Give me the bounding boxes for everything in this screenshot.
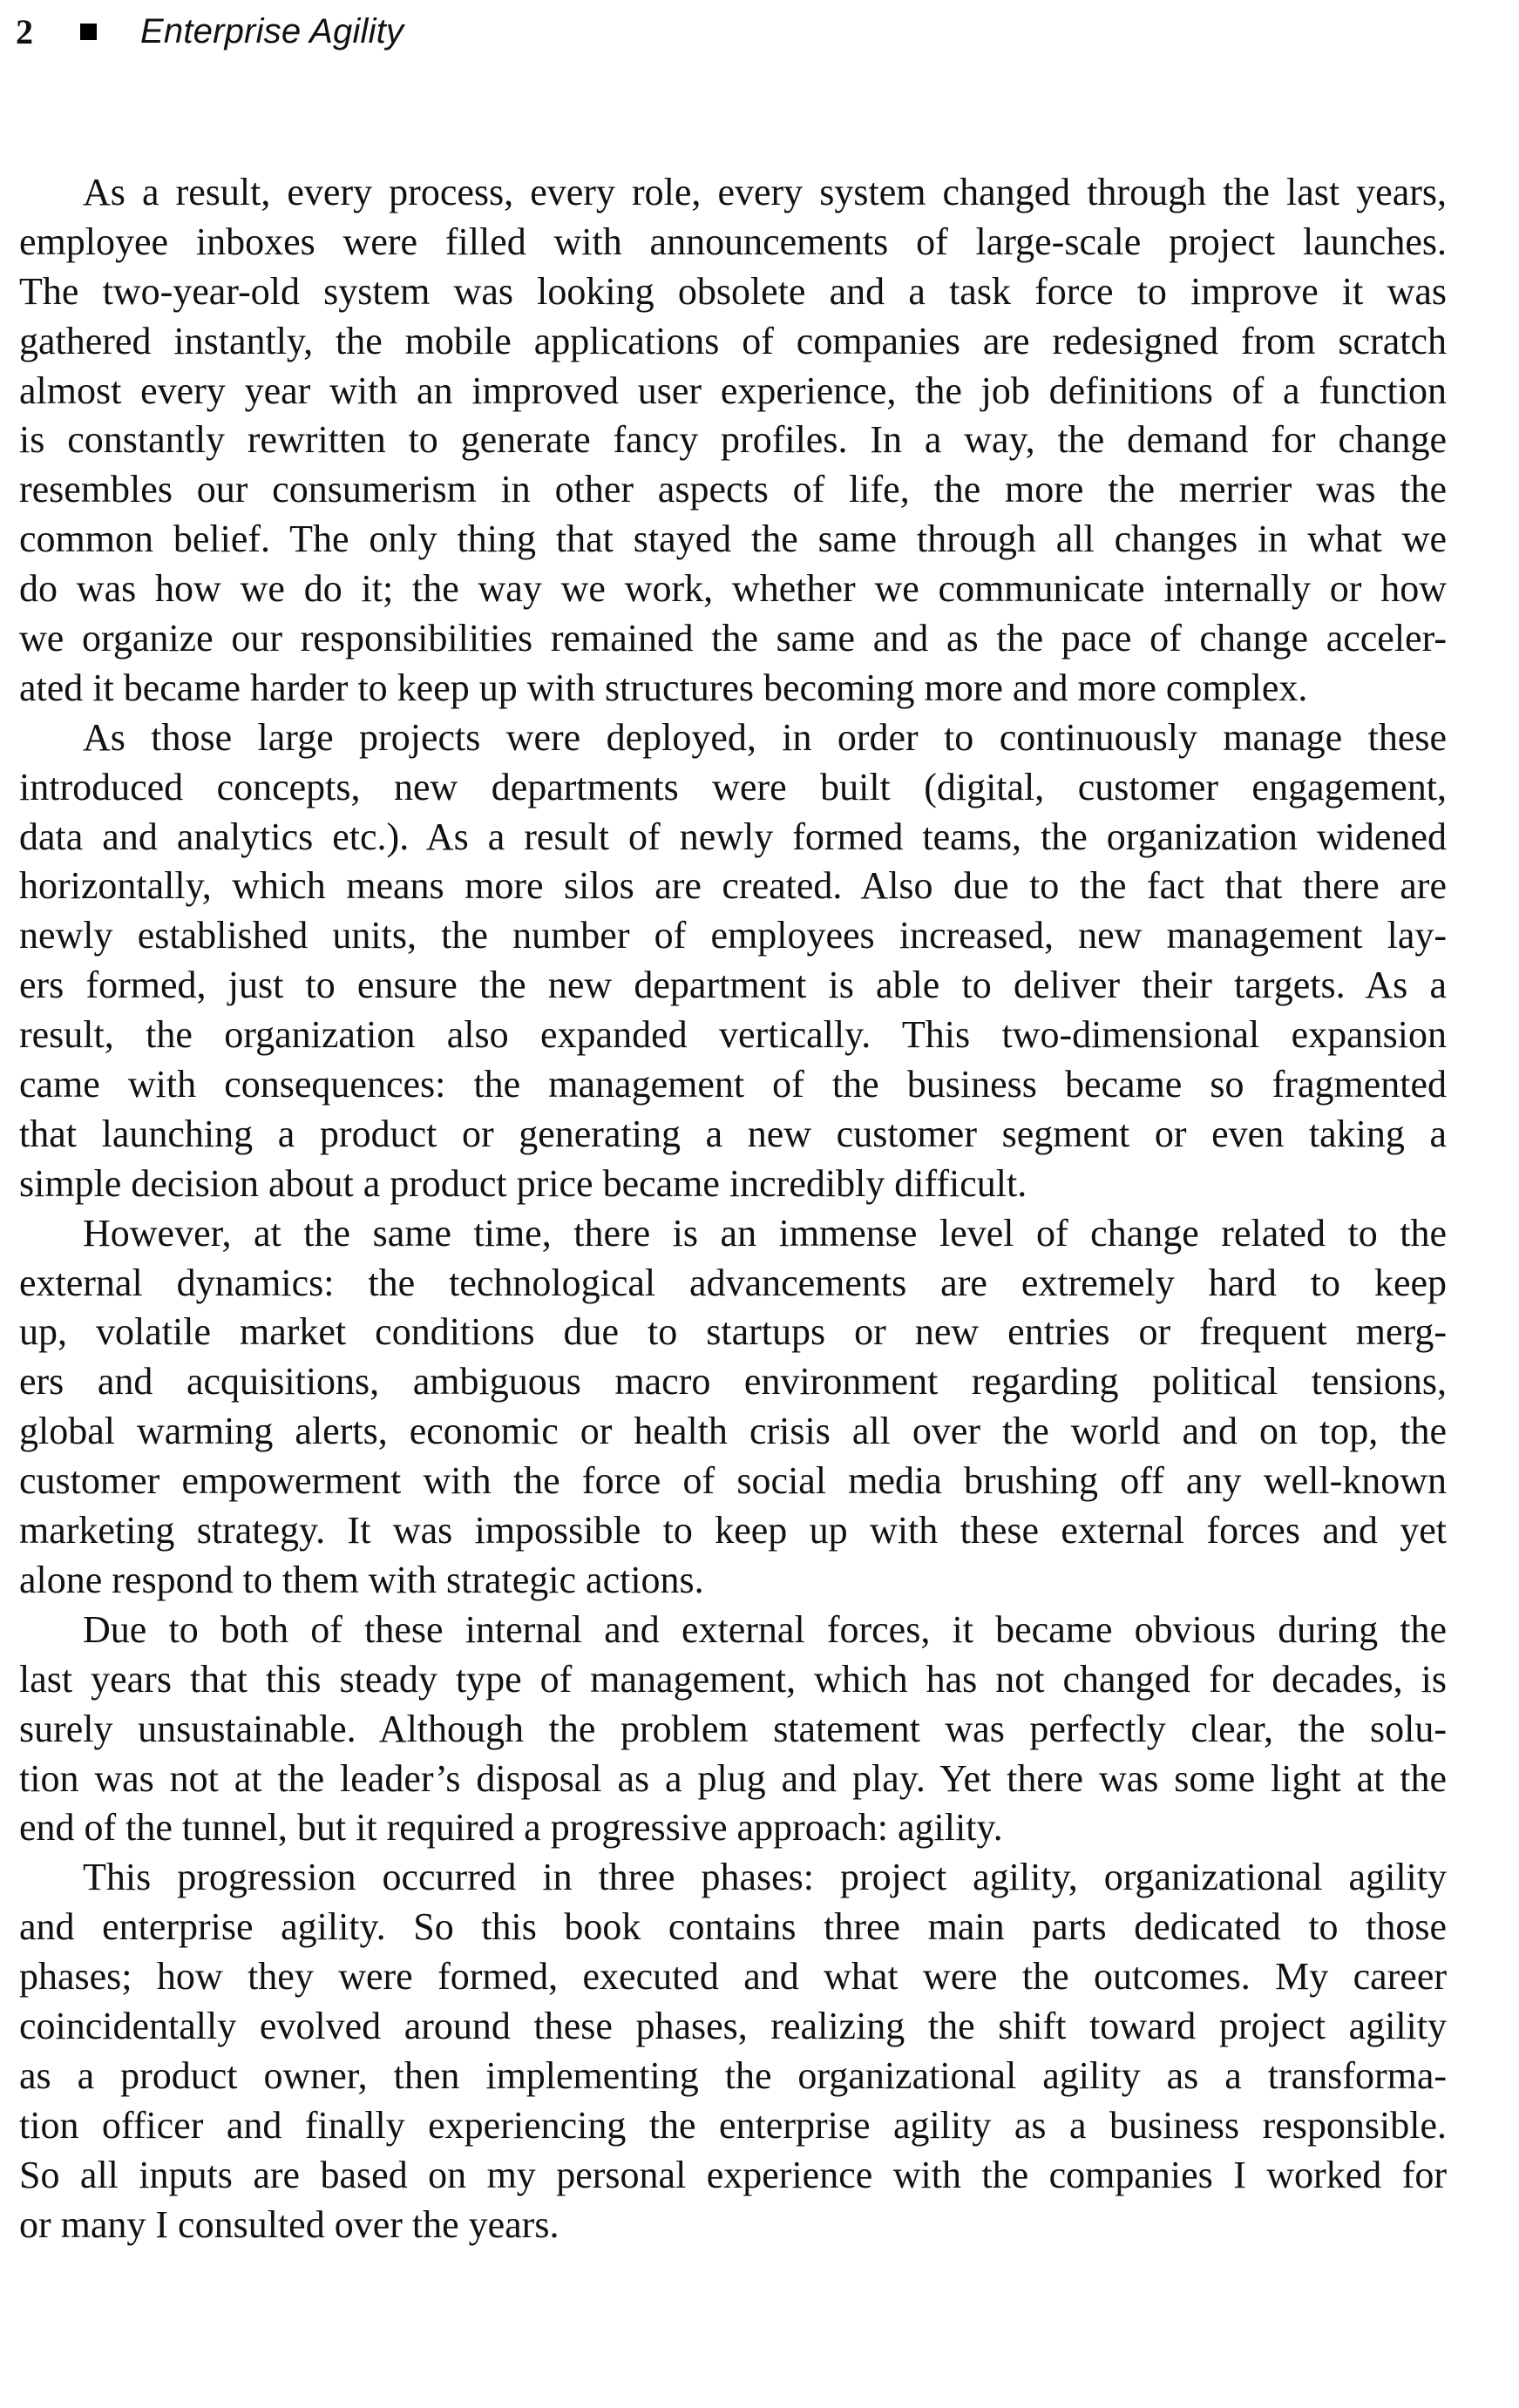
text-line: common belief. The only thing that stayed the same through all changes in what we [19, 517, 1447, 561]
text-line: tion was not at the leader’s disposal as a plug and play. Yet there was some light at the [19, 1756, 1447, 1800]
running-header [16, 5, 403, 57]
text-line: ers and acquisitions, ambiguous macro environment regarding political tensions, [19, 1360, 1447, 1404]
paragraph [19, 1853, 1447, 2249]
paragraph [19, 714, 1447, 1209]
text-line: last years that this steady type of management, which has not changed for decades, is [19, 1657, 1447, 1701]
text-line: The two-year-old system was looking obsolete and a task force to improve it was [19, 269, 1447, 313]
page-number: 2 [16, 11, 33, 51]
text-line: alone respond to them with strategic actions. [19, 1558, 704, 1601]
text-line: employee inboxes were filled with announcements of large-scale project launches. [19, 220, 1447, 263]
text-line: end of the tunnel, but it required a progressive approach: agility. [19, 1806, 1003, 1850]
text-line: tion officer and finally experiencing the enterprise agility as a business responsible. [19, 2103, 1447, 2147]
paragraph [19, 168, 1447, 714]
text-line: resembles our consumerism in other aspects of life, the more the merrier was the [19, 468, 1447, 511]
text-line: up, volatile market conditions due to startups or new entries or frequent merg- [19, 1310, 1447, 1354]
paragraph [19, 1209, 1447, 1606]
text-line: simple decision about a product price became incredibly difficult. [19, 1161, 1027, 1205]
text-line: As those large projects were deployed, in order to continuously manage these [83, 715, 1447, 759]
paragraph [19, 1606, 1447, 1853]
text-line: data and analytics etc.). As a result of newly formed teams, the organization widened [19, 815, 1447, 858]
text-line: gathered instantly, the mobile applications of companies are redesigned from scratch [19, 319, 1447, 362]
text-line: came with consequences: the management of the business became so fragmented [19, 1063, 1447, 1106]
text-line: surely unsustainable. Although the problem statement was perfectly clear, the solu- [19, 1707, 1447, 1750]
text-line: is constantly rewritten to generate fancy profiles. In a way, the demand for change [19, 418, 1447, 462]
text-line: coincidentally evolved around these phases, realizing the shift toward project agility [19, 2004, 1447, 2047]
text-line: and enterprise agility. So this book contains three main parts dedicated to those [19, 1905, 1447, 1949]
running-title: Enterprise Agility [140, 11, 404, 51]
black-square-icon [80, 24, 97, 40]
body-text [19, 168, 1447, 2249]
text-line: as a product owner, then implementing the organizational agility as a transforma- [19, 2053, 1447, 2097]
text-line: So all inputs are based on my personal experience with the companies I worked for [19, 2153, 1447, 2196]
text-line: do was how we do it; the way we work, whether we communicate internally or how [19, 567, 1447, 611]
text-line: introduced concepts, new departments were built (digital, customer engagement, [19, 765, 1447, 808]
text-line: phases; how they were formed, executed and what were the outcomes. My career [19, 1955, 1447, 1999]
text-line: result, the organization also expanded vertically. This two-dimensional expansion [19, 1013, 1447, 1057]
text-line: ated it became harder to keep up with structures becoming more and more complex. [19, 666, 1308, 709]
text-line: marketing strategy. It was impossible to keep up with these external forces and yet [19, 1509, 1447, 1552]
text-line: As a result, every process, every role, every system changed through the last years, [83, 171, 1447, 213]
text-line: However, at the same time, there is an immense level of change related to the [83, 1211, 1447, 1255]
text-line: horizontally, which means more silos are created. Also due to the fact that there are [19, 864, 1447, 908]
text-line: external dynamics: the technological advancements are extremely hard to keep [19, 1261, 1447, 1304]
text-line: that launching a product or generating a new customer segment or even taking a [19, 1112, 1447, 1155]
text-line: Due to both of these internal and external forces, it became obvious during the [83, 1607, 1447, 1651]
text-line: global warming alerts, economic or health crisis all over the world and on top, the [19, 1410, 1447, 1453]
text-line: customer empowerment with the force of social media brushing off any well-known [19, 1459, 1447, 1503]
text-line: newly established units, the number of employees increased, new management lay- [19, 914, 1447, 957]
text-line: we organize our responsibilities remained the same and as the pace of change acceler- [19, 617, 1447, 660]
text-line: or many I consulted over the years. [19, 2202, 559, 2246]
text-line: This progression occurred in three phases: project agility, organizational agility [83, 1856, 1447, 1899]
text-line: ers formed, just to ensure the new department is able to deliver their targets. As a [19, 964, 1447, 1007]
text-line: almost every year with an improved user experience, the job definitions of a function [19, 369, 1447, 412]
